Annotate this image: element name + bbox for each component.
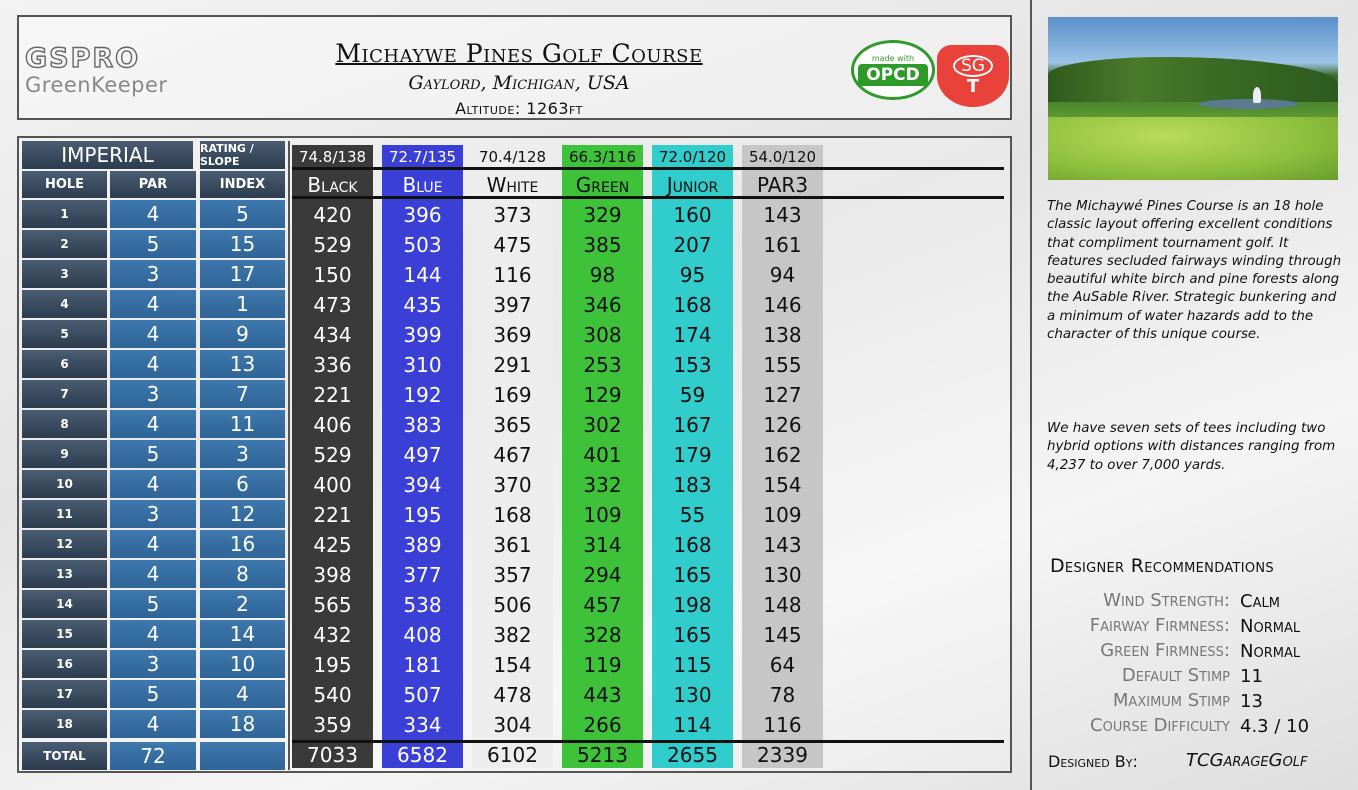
tee-yardage: 359 (313, 713, 352, 737)
tee-yardage: 165 (673, 563, 712, 587)
index-value: 9 (200, 320, 285, 348)
tee-yardage: 346 (583, 293, 622, 317)
tee-rating: 66.3/116 (562, 145, 643, 169)
header-panel (17, 15, 1012, 120)
sgt-badge-bottom: T (966, 76, 980, 97)
tee-yardage: 94 (769, 263, 796, 287)
course-location: Gaylord, Michigan, USA (408, 72, 630, 94)
tee-yardage: 167 (673, 413, 712, 437)
tee-yardage: 143 (763, 203, 802, 227)
tee-yardage: 370 (493, 473, 532, 497)
recommendation-label: Green Firmness: (1100, 640, 1230, 661)
tee-yardage: 168 (493, 503, 532, 527)
par-value: 4 (110, 710, 196, 738)
tee-yardage: 503 (403, 233, 442, 257)
tee-yardage: 115 (673, 653, 712, 677)
tee-yardage: 467 (493, 443, 532, 467)
par-value: 4 (110, 350, 196, 378)
tee-column (382, 145, 463, 768)
tee-yardage: 169 (493, 383, 532, 407)
designed-by-label: Designed By: (1048, 752, 1138, 771)
recommendation-value: Normal (1240, 641, 1301, 662)
recommendation-row (1040, 613, 1350, 638)
hole-number: 10 (22, 470, 107, 498)
tee-yardage: 361 (493, 533, 532, 557)
index-header: INDEX (200, 171, 285, 198)
hole-number: 1 (22, 200, 107, 228)
hole-number: 4 (22, 290, 107, 318)
tee-yardage: 162 (763, 443, 802, 467)
tee-total: 2655 (667, 743, 718, 767)
tee-yardage: 336 (313, 353, 352, 377)
tee-yardage: 55 (679, 503, 706, 527)
tee-yardage: 221 (313, 503, 352, 527)
tee-yardage: 150 (313, 263, 352, 287)
tee-yardage: 365 (493, 413, 532, 437)
photo-fountain (1253, 87, 1261, 103)
index-value: 2 (200, 590, 285, 618)
recommendation-row (1040, 663, 1350, 688)
tee-yardage: 302 (583, 413, 622, 437)
tee-yardage: 565 (313, 593, 352, 617)
tee-yardage: 64 (769, 653, 796, 677)
tee-column (292, 145, 373, 768)
hole-number: 13 (22, 560, 107, 588)
tee-header-bottom-rule (292, 196, 1004, 199)
tee-yardage: 329 (583, 203, 622, 227)
tee-yardage: 126 (763, 413, 802, 437)
index-value: 14 (200, 620, 285, 648)
tee-yardage: 266 (583, 713, 622, 737)
tee-yardage: 165 (673, 623, 712, 647)
tee-yardage: 540 (313, 683, 352, 707)
par-value: 4 (110, 200, 196, 228)
total-label: TOTAL (22, 742, 107, 770)
index-value: 4 (200, 680, 285, 708)
recommendation-value: Calm (1240, 591, 1280, 612)
tee-yardage: 143 (763, 533, 802, 557)
par-value: 4 (110, 620, 196, 648)
par-value: 3 (110, 380, 196, 408)
hole-number: 2 (22, 230, 107, 258)
gspro-logo (25, 45, 200, 97)
tee-yardage: 385 (583, 233, 622, 257)
tee-yardage: 394 (403, 473, 442, 497)
course-description: The Michaywé Pines Course is an 18 hole classic layout offering excellent conditions that compliment tournament golf. It features secluded fairways winding through beautiful white birch and pine forests along the AuSable River. Strategic bunkering and a minimum of water hazards add to the character of this unique course. (1047, 199, 1342, 343)
tee-yardage: 98 (589, 263, 616, 287)
tee-yardage: 408 (403, 623, 442, 647)
tee-yardage: 397 (493, 293, 532, 317)
tee-yardage: 192 (403, 383, 442, 407)
tee-yardage: 420 (313, 203, 352, 227)
tee-rating: 54.0/120 (742, 145, 823, 169)
photo-green (1048, 117, 1338, 180)
tee-total: 6102 (487, 743, 538, 767)
tee-yardage: 174 (673, 323, 712, 347)
tee-yardage: 130 (673, 683, 712, 707)
tee-yardage: 478 (493, 683, 532, 707)
tee-column (652, 145, 733, 768)
par-value: 4 (110, 290, 196, 318)
tee-yardage: 401 (583, 443, 622, 467)
tee-yardage: 207 (673, 233, 712, 257)
tee-yardage: 127 (763, 383, 802, 407)
tee-yardage: 153 (673, 353, 712, 377)
hole-number: 7 (22, 380, 107, 408)
recommendation-label: Wind Strength: (1103, 590, 1230, 611)
recommendation-value: 13 (1240, 691, 1263, 712)
recommendation-row (1040, 588, 1350, 613)
recommendation-label: Default Stimp (1121, 665, 1230, 686)
tee-yardage: 148 (763, 593, 802, 617)
hole-number: 3 (22, 260, 107, 288)
recommendation-label: Course Difficulty (1090, 715, 1230, 736)
recommendation-value: Normal (1240, 616, 1301, 637)
tee-yardage: 382 (493, 623, 532, 647)
opcd-badge-caption: made with (871, 54, 915, 63)
hole-number: 8 (22, 410, 107, 438)
tee-yardage: 168 (673, 293, 712, 317)
par-value: 4 (110, 320, 196, 348)
logo-gspro-text: GSPRO (25, 43, 141, 74)
tee-total-rule (292, 740, 1004, 743)
tee-column (562, 145, 643, 768)
tee-yardage: 116 (493, 263, 532, 287)
tee-yardage: 400 (313, 473, 352, 497)
tee-yardage: 183 (673, 473, 712, 497)
tee-yardage: 195 (313, 653, 352, 677)
index-value: 1 (200, 290, 285, 318)
photo-trees (1048, 57, 1338, 102)
index-value: 18 (200, 710, 285, 738)
par-value: 4 (110, 470, 196, 498)
tee-yardage: 221 (313, 383, 352, 407)
tee-column (742, 145, 823, 768)
tee-yardage: 373 (493, 203, 532, 227)
par-header: PAR (110, 171, 196, 198)
recommendation-row (1040, 638, 1350, 663)
tee-yardage: 475 (493, 233, 532, 257)
tee-yardage: 457 (583, 593, 622, 617)
tee-name: White (486, 172, 539, 197)
tee-yardage: 114 (673, 713, 712, 737)
tee-yardage: 399 (403, 323, 442, 347)
photo-water (1198, 99, 1298, 109)
index-value: 11 (200, 410, 285, 438)
hole-number: 14 (22, 590, 107, 618)
scorecard-panel (17, 136, 1012, 773)
tee-yardage: 434 (313, 323, 352, 347)
hole-number: 5 (22, 320, 107, 348)
recommendation-label: Fairway Firmness: (1089, 615, 1230, 636)
par-value: 5 (110, 680, 196, 708)
sgt-badge-top: SG (953, 55, 993, 77)
tee-rating: 74.8/138 (292, 145, 373, 169)
tee-yardage: 308 (583, 323, 622, 347)
tee-yardage: 497 (403, 443, 442, 467)
course-photo (1048, 17, 1338, 180)
tee-yardage: 145 (763, 623, 802, 647)
tee-yardage: 119 (583, 653, 622, 677)
tee-name: Blue (402, 172, 443, 197)
tee-column (472, 145, 553, 768)
index-value: 17 (200, 260, 285, 288)
tee-yardage: 154 (493, 653, 532, 677)
hole-number: 11 (22, 500, 107, 528)
hole-number: 6 (22, 350, 107, 378)
tee-yardage: 328 (583, 623, 622, 647)
hole-number: 12 (22, 530, 107, 558)
hole-number: 9 (22, 440, 107, 468)
tee-yardage: 398 (313, 563, 352, 587)
index-value: 5 (200, 200, 285, 228)
tee-yardage: 357 (493, 563, 532, 587)
index-value: 6 (200, 470, 285, 498)
tee-yardage: 181 (403, 653, 442, 677)
index-total-empty (200, 742, 285, 770)
tee-yardage: 506 (493, 593, 532, 617)
sgt-badge-icon (937, 45, 1009, 107)
title-block (199, 37, 839, 123)
index-value: 16 (200, 530, 285, 558)
tee-yardage: 507 (403, 683, 442, 707)
tee-yardage: 155 (763, 353, 802, 377)
par-value: 3 (110, 500, 196, 528)
tee-yardage: 144 (403, 263, 442, 287)
tee-total: 7033 (307, 743, 358, 767)
recommendation-value: 4.3 / 10 (1240, 716, 1310, 737)
tee-yardage: 130 (763, 563, 802, 587)
index-value: 7 (200, 380, 285, 408)
tee-yardage: 529 (313, 443, 352, 467)
tee-yardage: 538 (403, 593, 442, 617)
tee-total: 2339 (757, 743, 808, 767)
tee-yardage: 435 (403, 293, 442, 317)
index-value: 3 (200, 440, 285, 468)
hole-number: 15 (22, 620, 107, 648)
par-value: 5 (110, 590, 196, 618)
tees-description: We have seven sets of tees including two hybrid options with distances ranging from 4,237 to over 7,000 yards. (1047, 421, 1336, 473)
tee-yardage: 406 (313, 413, 352, 437)
index-value: 10 (200, 650, 285, 678)
tee-yardage: 146 (763, 293, 802, 317)
tee-yardage: 310 (403, 353, 442, 377)
hole-number: 16 (22, 650, 107, 678)
recommendation-value: 11 (1240, 666, 1263, 687)
tee-name: Junior (666, 172, 719, 197)
tee-yardage: 78 (769, 683, 796, 707)
units-label: IMPERIAL (22, 141, 193, 169)
tee-yardage: 334 (403, 713, 442, 737)
tee-yardage: 138 (763, 323, 802, 347)
logo-greenkeeper-text: GreenKeeper (25, 73, 168, 97)
course-title: Michaywe Pines Golf Course (335, 39, 703, 68)
tee-yardage: 195 (403, 503, 442, 527)
tee-yardage: 443 (583, 683, 622, 707)
recommendation-row (1040, 688, 1350, 713)
tee-yardage: 116 (763, 713, 802, 737)
tee-yardage: 377 (403, 563, 442, 587)
tee-yardage: 179 (673, 443, 712, 467)
tee-yardage: 304 (493, 713, 532, 737)
recommendation-row (1040, 713, 1350, 738)
tee-yardage: 314 (583, 533, 622, 557)
index-value: 13 (200, 350, 285, 378)
opcd-badge-label: OPCD (858, 64, 928, 86)
panel-divider (1030, 0, 1032, 790)
course-altitude: Altitude: 1263ft (455, 99, 583, 118)
par-value: 5 (110, 230, 196, 258)
tee-yardage: 109 (583, 503, 622, 527)
index-value: 8 (200, 560, 285, 588)
tee-header-top-rule (292, 167, 1004, 170)
tee-yardage: 294 (583, 563, 622, 587)
tee-yardage: 161 (763, 233, 802, 257)
tee-rating: 70.4/128 (472, 145, 553, 169)
tee-yardage: 160 (673, 203, 712, 227)
tee-name: Black (307, 172, 358, 197)
tee-yardage: 425 (313, 533, 352, 557)
par-value: 4 (110, 530, 196, 558)
hole-number: 18 (22, 710, 107, 738)
tee-yardage: 59 (679, 383, 706, 407)
tee-yardage: 389 (403, 533, 442, 557)
par-value: 5 (110, 440, 196, 468)
tee-yardage: 432 (313, 623, 352, 647)
tee-yardage: 369 (493, 323, 532, 347)
tee-total: 5213 (577, 743, 628, 767)
tee-name: Green (575, 172, 630, 197)
tee-yardage: 396 (403, 203, 442, 227)
hole-header: HOLE (22, 171, 107, 198)
tee-yardage: 109 (763, 503, 802, 527)
tee-rating: 72.0/120 (652, 145, 733, 169)
tee-rating: 72.7/135 (382, 145, 463, 169)
tee-yardage: 383 (403, 413, 442, 437)
tee-yardage: 253 (583, 353, 622, 377)
tee-yardage: 154 (763, 473, 802, 497)
tee-yardage: 332 (583, 473, 622, 497)
tee-yardage: 168 (673, 533, 712, 557)
tee-yardage: 473 (313, 293, 352, 317)
tee-name: PAR3 (756, 172, 809, 197)
index-value: 12 (200, 500, 285, 528)
tee-yardage: 129 (583, 383, 622, 407)
tee-total: 6582 (397, 743, 448, 767)
recommendations-heading: Designer Recommendations (1050, 555, 1274, 577)
tee-yardage: 198 (673, 593, 712, 617)
par-value: 4 (110, 560, 196, 588)
par-value: 3 (110, 650, 196, 678)
designer-name: TCGarageGolf (1186, 750, 1308, 771)
par-value: 3 (110, 260, 196, 288)
recommendation-label: Maximum Stimp (1112, 690, 1230, 711)
par-total: 72 (110, 742, 196, 770)
index-value: 15 (200, 230, 285, 258)
par-value: 4 (110, 410, 196, 438)
opcd-badge-icon (851, 40, 935, 100)
grid-separator (288, 141, 290, 770)
rating-slope-header: RATING / SLOPE (200, 141, 285, 169)
tee-yardage: 95 (679, 263, 706, 287)
tee-yardage: 291 (493, 353, 532, 377)
tee-yardage: 529 (313, 233, 352, 257)
hole-number: 17 (22, 680, 107, 708)
